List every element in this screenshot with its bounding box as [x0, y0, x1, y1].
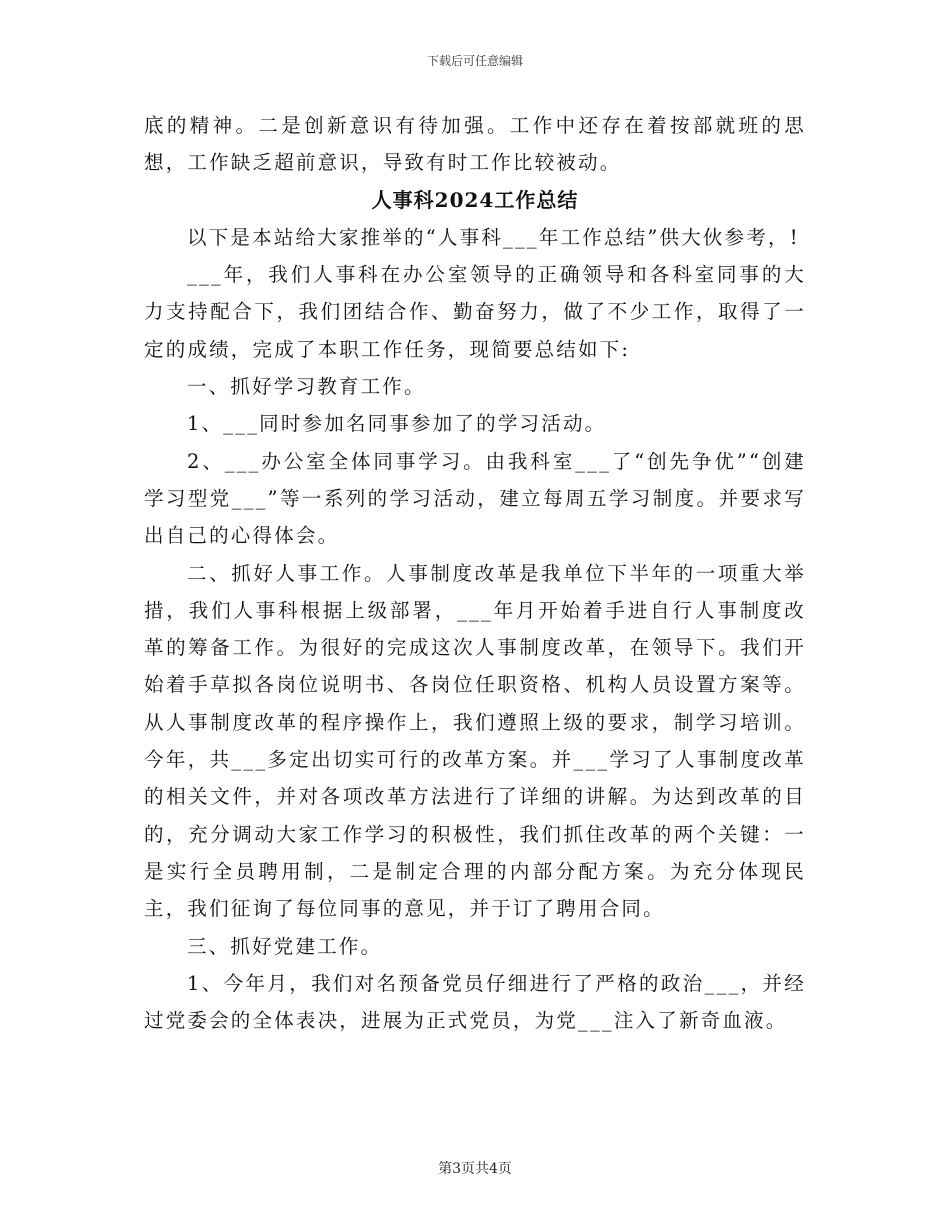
section-heading-study: 一、抓好学习教育工作。 — [187, 375, 426, 399]
paragraph-item-2: 2、___办公室全体同事学习。由我科室___了“创先争优”“创建学习型党___”等一系列的学习活动，建立每周五学习制度。并要求写出自己的心得体会。 — [144, 449, 806, 548]
section-heading-party: 三、抓好党建工作。 — [187, 934, 383, 958]
paragraph-party-item-1: 1、今年月，我们对名预备党员仔细进行了严格的政治___，并经过党委会的全体表决，进展为正式党员，为党___注入了新奇血液。 — [144, 971, 806, 1033]
paragraph-continuation: 底的精神。二是创新意识有待加强。工作中还存在着按部就班的思想，工作缺乏超前意识，导致有时工作比较被动。 — [144, 114, 806, 175]
paragraph-overview: ___年，我们人事科在办公室领导的正确领导和各科室同事的大力支持配合下，我们团结合作、勤奋努力，做了不少工作，取得了一定的成绩，完成了本职工作任务，现简要总结如下: — [144, 263, 806, 361]
paragraph-intro: 以下是本站给大家推举的“人事科___年工作总结”供大伙参考，! — [187, 225, 800, 249]
page-number: 第3页共4页 — [438, 1161, 512, 1177]
document-title: 人事科2024工作总结 — [371, 187, 579, 212]
document-body — [144, 107, 806, 1039]
page-header-note: 下载后可任意编辑 — [426, 54, 523, 68]
paragraph-personnel-work: 二、抓好人事工作。人事制度改革是我单位下半年的一项重大举措，我们人事科根据上级部署，___年月开始着手进自行人事制度改革的筹备工作。为很好的完成这次人事制度改革，在领导下。我们开始着手草拟各岗位说明书、各岗位任职资格、机构人员设置方案等。从人事制度改革的程序操作上，我们遵照上级的要求，制学习培训。今年，共___多定出切实可行的改革方案。并___学习了人事制度改革的相关文件，并对各项改革方法进行了详细的讲解。为达到改革的目的，充分调动大家工作学习的积极性，我们抓住改革的两个关键：一是实行全员聘用制，二是制定合理的内部分配方案。为充分体现民主，我们征询了每位同事的意见，并于订了聘用合同。 — [144, 561, 806, 921]
paragraph-item-1: 1、___同时参加名同事参加了的学习活动。 — [187, 412, 607, 436]
